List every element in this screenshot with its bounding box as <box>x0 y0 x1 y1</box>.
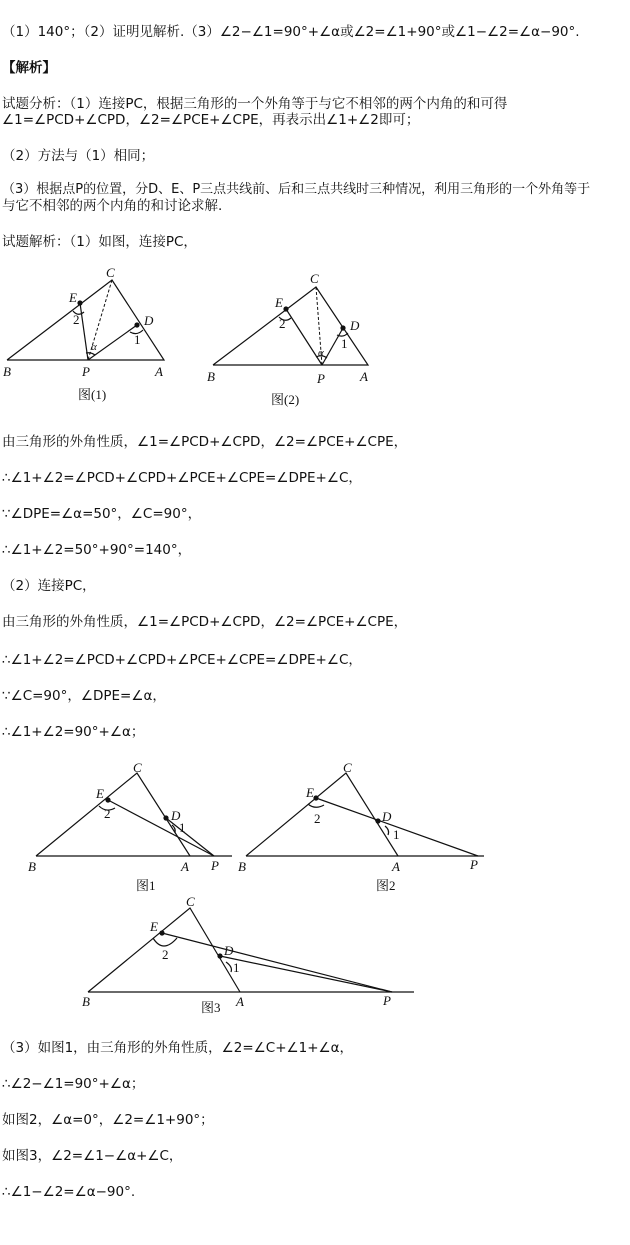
part1-line4: ∴∠1+∠2=50°+90°=140°， <box>2 542 192 558</box>
figure-1 <box>3 265 164 402</box>
fig2-label-B: B <box>207 369 215 384</box>
tu1-label-B: B <box>28 859 36 874</box>
fig1-label-E: E <box>69 290 77 305</box>
tu2-caption: 图2 <box>376 878 396 893</box>
tu2-label-B: B <box>238 859 246 874</box>
analysis-p3b: 与它不相邻的两个内角的和讨论求解. <box>2 198 223 214</box>
analysis-p3a: （3）根据点P的位置，分D、E、P三点共线前、后和三点共线时三种情况，利用三角形的一个外角等于 <box>2 182 591 197</box>
tu1-label-A: A <box>181 859 189 874</box>
part3-line2: ∴∠2−∠1=90°+∠α； <box>2 1076 145 1092</box>
fig1-label-1: 1 <box>134 332 141 347</box>
tu1-caption: 图1 <box>136 878 156 893</box>
fig1-label-P: P <box>82 364 90 379</box>
answer-line: （1）140°；（2）证明见解析.（3）∠2−∠1=90°+∠α或∠2=∠1+90°或∠1−∠2=∠α−90°. <box>2 24 580 40</box>
tu3-label-1: 1 <box>233 960 240 975</box>
tu1-label-P: P <box>211 858 219 873</box>
solution-intro: 试题解析：（1）如图，连接PC， <box>2 234 197 250</box>
analysis-p1a: 试题分析：（1）连接PC，根据三角形的一个外角等于与它不相邻的两个内角的和可得 <box>2 96 508 112</box>
tu3-label-D: D <box>224 943 234 958</box>
tu3-label-C: C <box>186 894 195 909</box>
analysis-p2: （2）方法与（1）相同； <box>2 148 155 164</box>
part2-line2: ∴∠1+∠2=∠PCD+∠CPD+∠PCE+∠CPE=∠DPE+∠C， <box>2 652 362 668</box>
tu2-label-E: E <box>306 785 314 800</box>
tu1-label-1: 1 <box>179 820 186 835</box>
figure-tu2 <box>238 760 484 893</box>
tu1-label-C: C <box>133 760 142 775</box>
figure-mid <box>0 760 630 1020</box>
tu2-label-2: 2 <box>314 811 321 826</box>
part3-line5: ∴∠1−∠2=∠α−90°. <box>2 1184 136 1200</box>
fig1-label-A: A <box>155 364 163 379</box>
part1-line1: 由三角形的外角性质，∠1=∠PCD+∠CPD，∠2=∠PCE+∠CPE， <box>2 434 408 450</box>
tu2-label-C: C <box>343 760 352 775</box>
fig2-label-2: 2 <box>279 316 286 331</box>
tu2-label-1: 1 <box>393 827 400 842</box>
tu3-label-P: P <box>383 993 391 1008</box>
fig1-label-C: C <box>106 265 115 280</box>
part3-line4: 如图3，∠2=∠1−∠α+∠C， <box>2 1148 183 1164</box>
tu3-label-2: 2 <box>162 947 169 962</box>
fig2-label-alpha: α <box>318 347 324 359</box>
tu2-label-D: D <box>382 809 392 824</box>
figure-tu1 <box>28 760 232 893</box>
part2-line4: ∴∠1+∠2=90°+∠α； <box>2 724 145 740</box>
tu2-label-P: P <box>470 857 478 872</box>
analysis-p1b: ∠1=∠PCD+∠CPD，∠2=∠PCE+∠CPE，再表示出∠1+∠2即可； <box>2 112 420 128</box>
figure-2 <box>207 271 368 407</box>
part1-line3: ∵∠DPE=∠α=50°，∠C=90°， <box>2 506 202 522</box>
fig2-label-A: A <box>360 369 368 384</box>
fig1-label-2: 2 <box>73 312 80 327</box>
fig2-label-E: E <box>275 295 283 310</box>
jiexi-header: 【解析】 <box>2 60 56 76</box>
figure-top <box>0 262 630 412</box>
fig2-label-D: D <box>350 318 360 333</box>
tu3-label-B: B <box>82 994 90 1009</box>
tu3-label-A: A <box>236 994 244 1009</box>
tu1-label-D: D <box>171 808 181 823</box>
part3-line1: （3）如图1，由三角形的外角性质，∠2=∠C+∠1+∠α， <box>2 1040 354 1056</box>
fig1-caption: 图(1) <box>78 387 107 402</box>
fig2-label-C: C <box>310 271 319 286</box>
part2-line3: ∵∠C=90°，∠DPE=∠α， <box>2 688 166 704</box>
tu1-label-2: 2 <box>104 806 111 821</box>
fig2-label-P: P <box>317 371 325 386</box>
part1-line2: ∴∠1+∠2=∠PCD+∠CPD+∠PCE+∠CPE=∠DPE+∠C， <box>2 470 362 486</box>
tu1-label-E: E <box>96 786 104 801</box>
tu3-label-E: E <box>150 919 158 934</box>
fig1-label-D: D <box>144 313 154 328</box>
part3-line3: 如图2，∠α=0°，∠2=∠1+90°； <box>2 1112 214 1128</box>
figure-tu3 <box>82 894 414 1015</box>
fig1-label-B: B <box>3 364 11 379</box>
tu2-label-A: A <box>392 859 400 874</box>
part2-line1: 由三角形的外角性质，∠1=∠PCD+∠CPD，∠2=∠PCE+∠CPE， <box>2 614 408 630</box>
fig2-caption: 图(2) <box>271 392 300 407</box>
tu3-caption: 图3 <box>201 1000 221 1015</box>
fig1-label-alpha: α <box>91 341 97 353</box>
fig2-label-1: 1 <box>341 336 348 351</box>
part2-line0: （2）连接PC， <box>2 578 96 594</box>
